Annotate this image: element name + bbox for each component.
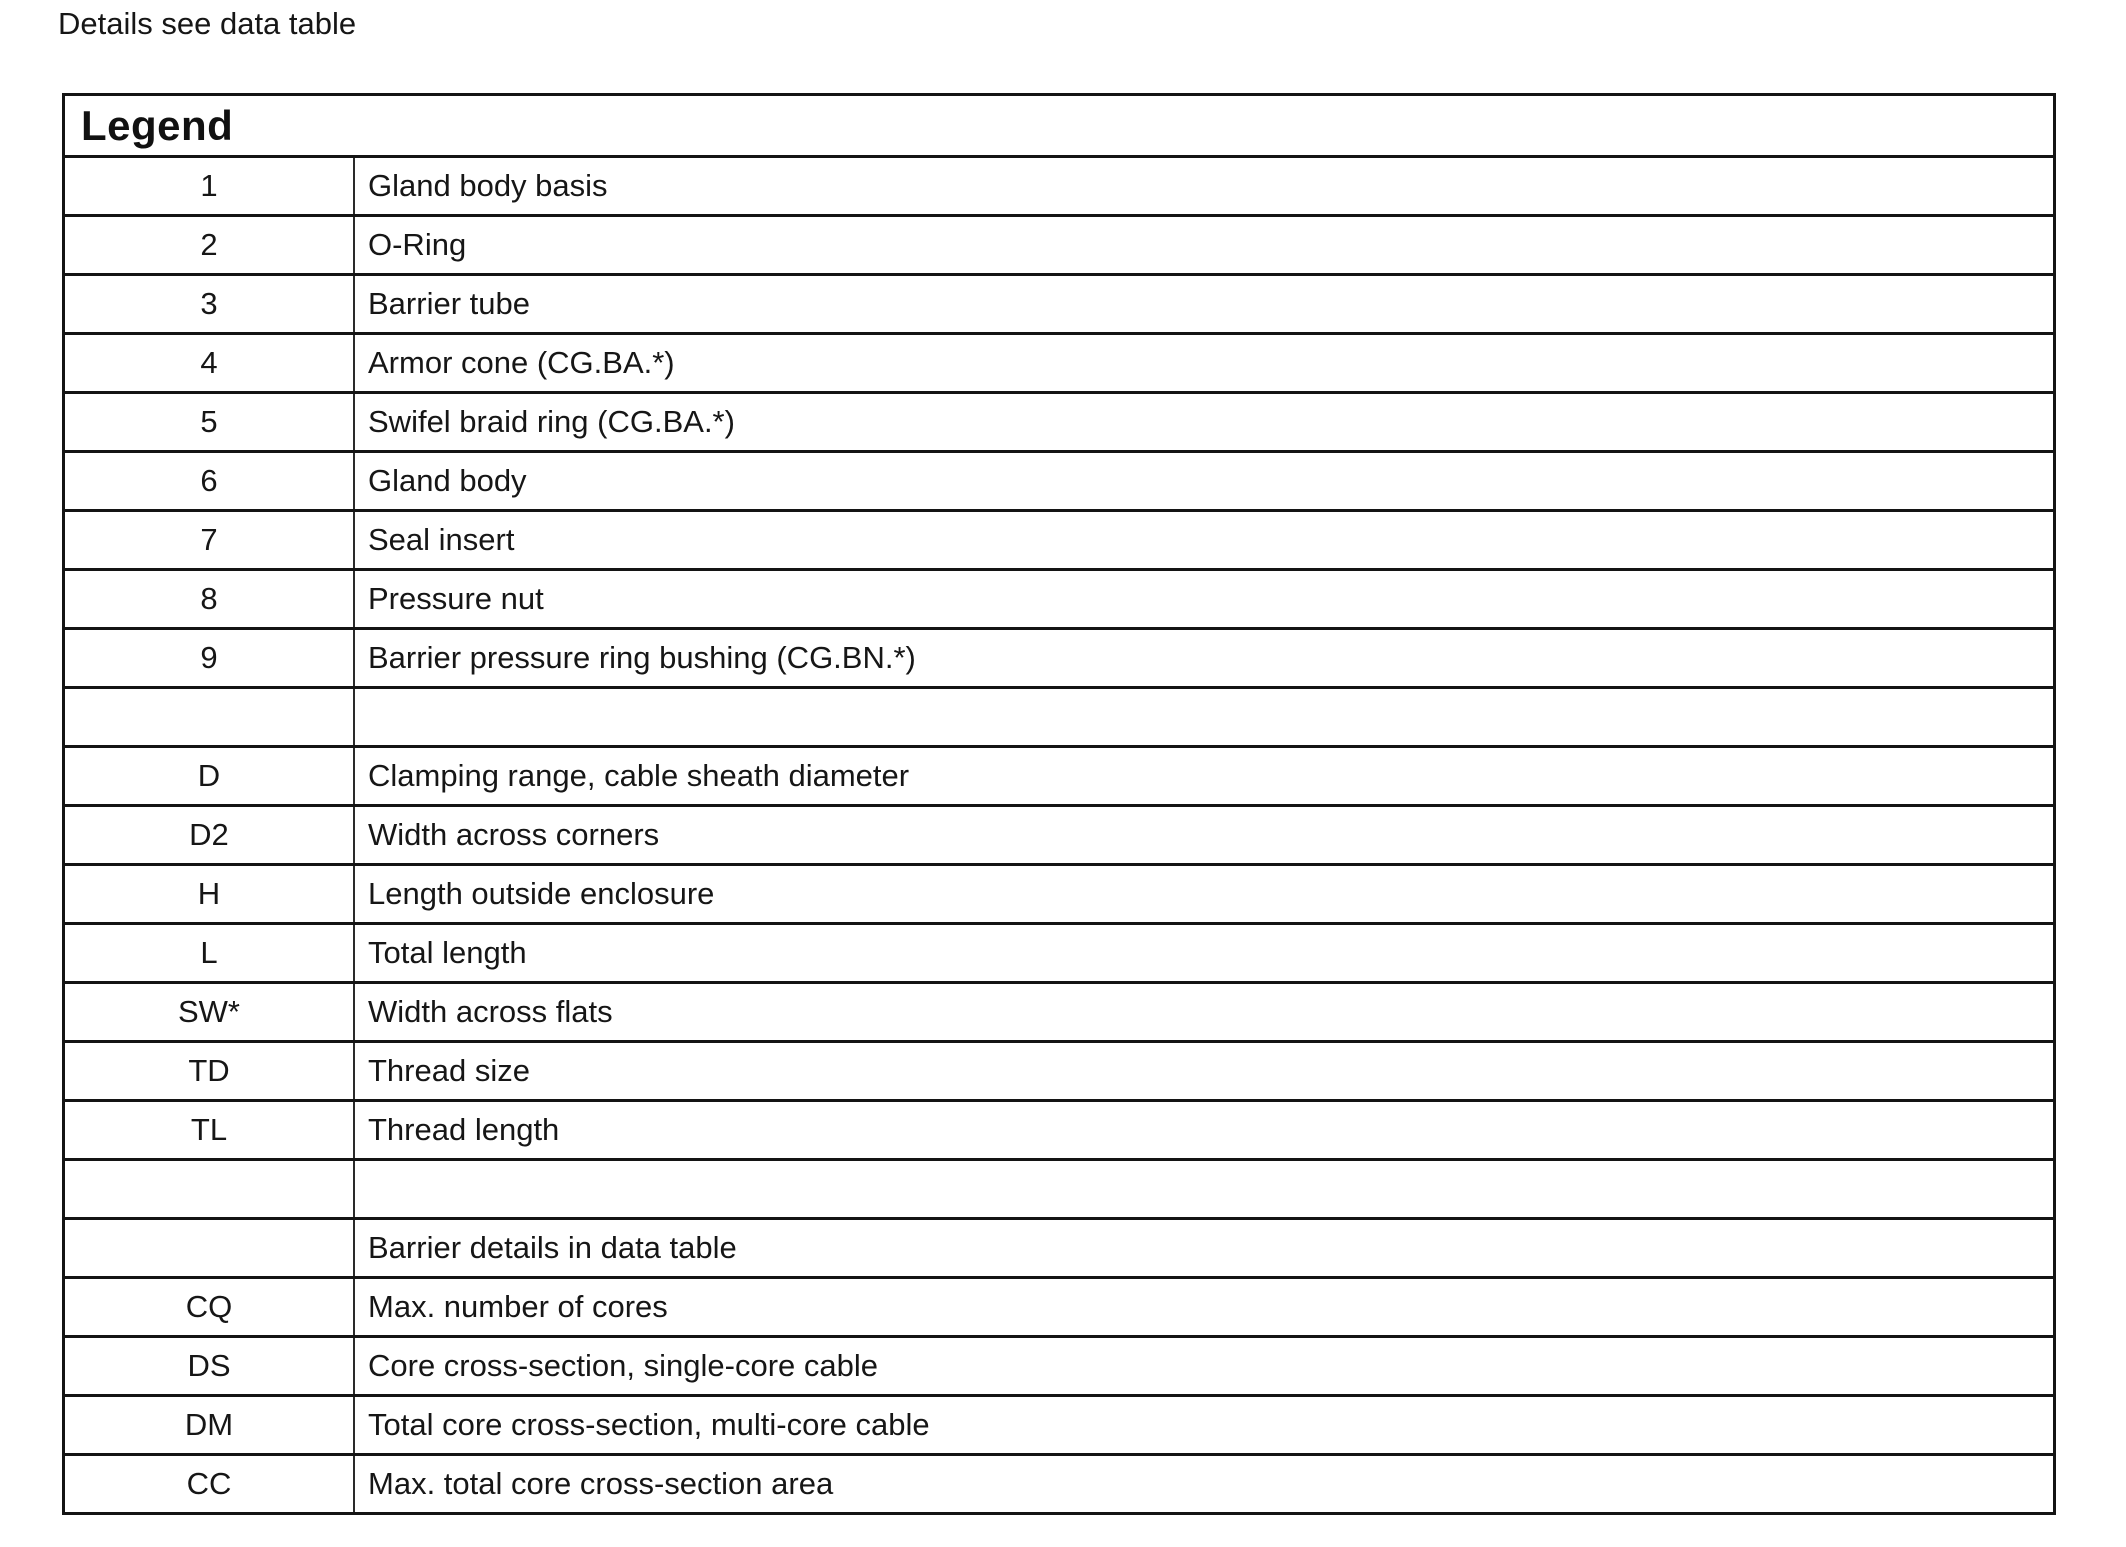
row-label: Barrier pressure ring bushing (CG.BN.*) [368,640,916,675]
table-row [65,1335,2053,1394]
row-label: Thread length [368,1112,560,1147]
row-label: Width across flats [368,994,613,1029]
table-row [65,1217,2053,1276]
legend-table-rows [65,155,2053,1512]
row-key: 9 [65,630,355,686]
row-key: 6 [65,453,355,509]
row-label: Barrier tube [368,286,530,321]
row-key: 7 [65,512,355,568]
table-row [65,863,2053,922]
table-row [65,1453,2053,1512]
table-row [65,804,2053,863]
table-row [65,1394,2053,1453]
row-key [65,689,355,745]
row-label: Clamping range, cable sheath diameter [368,758,910,793]
row-key: 2 [65,217,355,273]
legend-table-title: Legend [81,101,234,149]
row-key: DM [65,1397,355,1453]
row-key: 5 [65,394,355,450]
table-row [65,922,2053,981]
row-key: DS [65,1338,355,1394]
table-row [65,391,2053,450]
row-key: CC [65,1456,355,1512]
table-row [65,627,2053,686]
row-label: Armor cone (CG.BA.*) [368,345,675,380]
row-label: Max. total core cross-section area [368,1466,834,1501]
table-row [65,1276,2053,1335]
row-key: SW* [65,984,355,1040]
row-key: L [65,925,355,981]
table-row [65,214,2053,273]
row-label [355,689,2053,745]
row-key: D2 [65,807,355,863]
table-row [65,568,2053,627]
row-label: Gland body basis [368,168,608,203]
row-key: H [65,866,355,922]
row-key [65,1220,355,1276]
row-key: CQ [65,1279,355,1335]
row-key: 1 [65,158,355,214]
table-row [65,273,2053,332]
table-row [65,509,2053,568]
row-label: Core cross-section, single-core cable [368,1348,878,1383]
row-key: 3 [65,276,355,332]
row-label: O-Ring [368,227,467,262]
row-label: Total core cross-section, multi-core cable [368,1407,930,1442]
row-label: Pressure nut [368,581,544,616]
row-label: Swifel braid ring (CG.BA.*) [368,404,735,439]
details-note: Details see data table [58,6,357,41]
table-row [65,1099,2053,1158]
row-key: D [65,748,355,804]
row-label: Max. number of cores [368,1289,668,1324]
table-row [65,981,2053,1040]
table-row [65,1040,2053,1099]
table-row [65,450,2053,509]
row-label: Thread size [368,1053,530,1088]
row-key: 8 [65,571,355,627]
legend-table [62,93,2056,1515]
row-label: Gland body [368,463,527,498]
row-label: Width across corners [368,817,660,852]
row-label: Length outside enclosure [368,876,715,911]
row-label: Total length [368,935,527,970]
table-row [65,1158,2053,1217]
row-key: TD [65,1043,355,1099]
table-row [65,332,2053,391]
table-row [65,745,2053,804]
row-label: Seal insert [368,522,515,557]
row-key: 4 [65,335,355,391]
table-row [65,155,2053,214]
row-key [65,1161,355,1217]
table-row [65,686,2053,745]
row-label [355,1161,2053,1217]
row-key: TL [65,1102,355,1158]
row-label: Barrier details in data table [368,1230,737,1265]
